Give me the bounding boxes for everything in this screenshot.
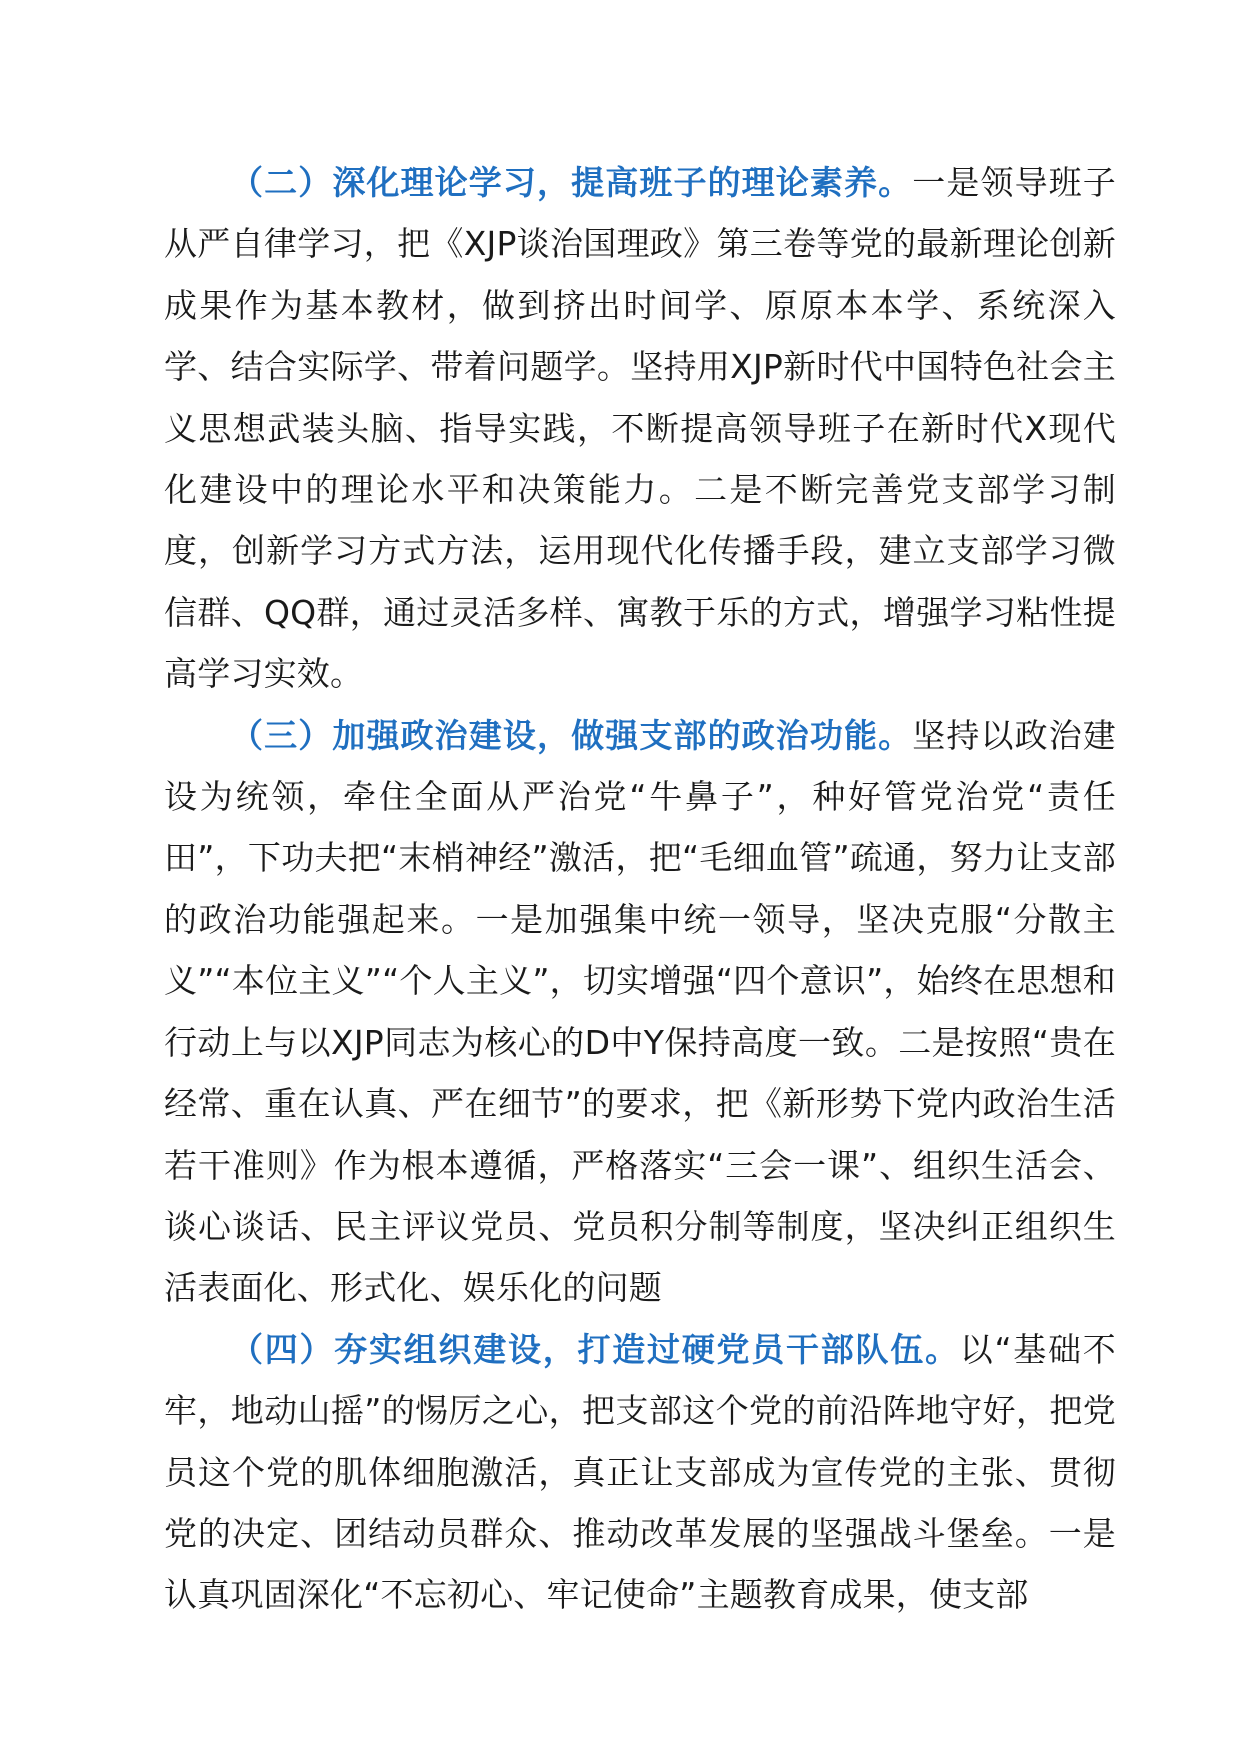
section-4-heading: （四）夯实组织建设，打造过硬党员干部队伍。 bbox=[230, 1329, 960, 1369]
document-body bbox=[164, 152, 1116, 1626]
section-3-heading: （三）加强政治建设，做强支部的政治功能。 bbox=[230, 715, 913, 755]
section-2-paragraph bbox=[164, 152, 1116, 705]
section-4-paragraph bbox=[164, 1319, 1116, 1626]
section-4-text: 以“基础不牢，地动山摇”的惕厉之心，把支部这个党的前沿阵地守好，把党员这个党的肌体细胞激活，真正让支部成为宣传党的主张、贯彻党的决定、团结动员群众、推动改革发展的坚强战斗堡垒。一是认真巩固深化“不忘初心、牢记使命”主题教育成果，使支部 bbox=[164, 1329, 1116, 1615]
section-3-text: 坚持以政治建设为统领，牵住全面从严治党“牛鼻子”，种好管党治党“责任田”，下功夫把“末梢神经”激活，把“毛细血管”疏通，努力让支部的政治功能强起来。一是加强集中统一领导，坚决克服“分散主义”“本位主义”“个人主义”，切实增强“四个意识”，始终在思想和行动上与以XJP同志为核心的D中Y保持高度一致。二是按照“贵在经常、重在认真、严在细节”的要求，把《新形势下党内政治生活若干准则》作为根本遵循，严格落实“三会一课”、组织生活会、谈心谈话、民主评议党员、党员积分制等制度，坚决纠正组织生活表面化、形式化、娱乐化的问题 bbox=[164, 715, 1117, 1308]
section-2-text: 一是领导班子从严自律学习，把《XJP谈治国理政》第三卷等党的最新理论创新成果作为基本教材，做到挤出时间学、原原本本学、系统深入学、结合实际学、带着问题学。坚持用XJP新时代中国特色社会主义思想武装头脑、指导实践，不断提高领导班子在新时代X现代化建设中的理论水平和决策能力。二是不断完善党支部学习制度，创新学习方式方法，运用现代化传播手段，建立支部学习微信群、QQ群，通过灵活多样、寓教于乐的方式，增强学习粘性提高学习实效。 bbox=[164, 163, 1117, 694]
section-3-paragraph bbox=[164, 705, 1116, 1319]
section-2-heading: （二）深化理论学习，提高班子的理论素养。 bbox=[230, 163, 913, 202]
